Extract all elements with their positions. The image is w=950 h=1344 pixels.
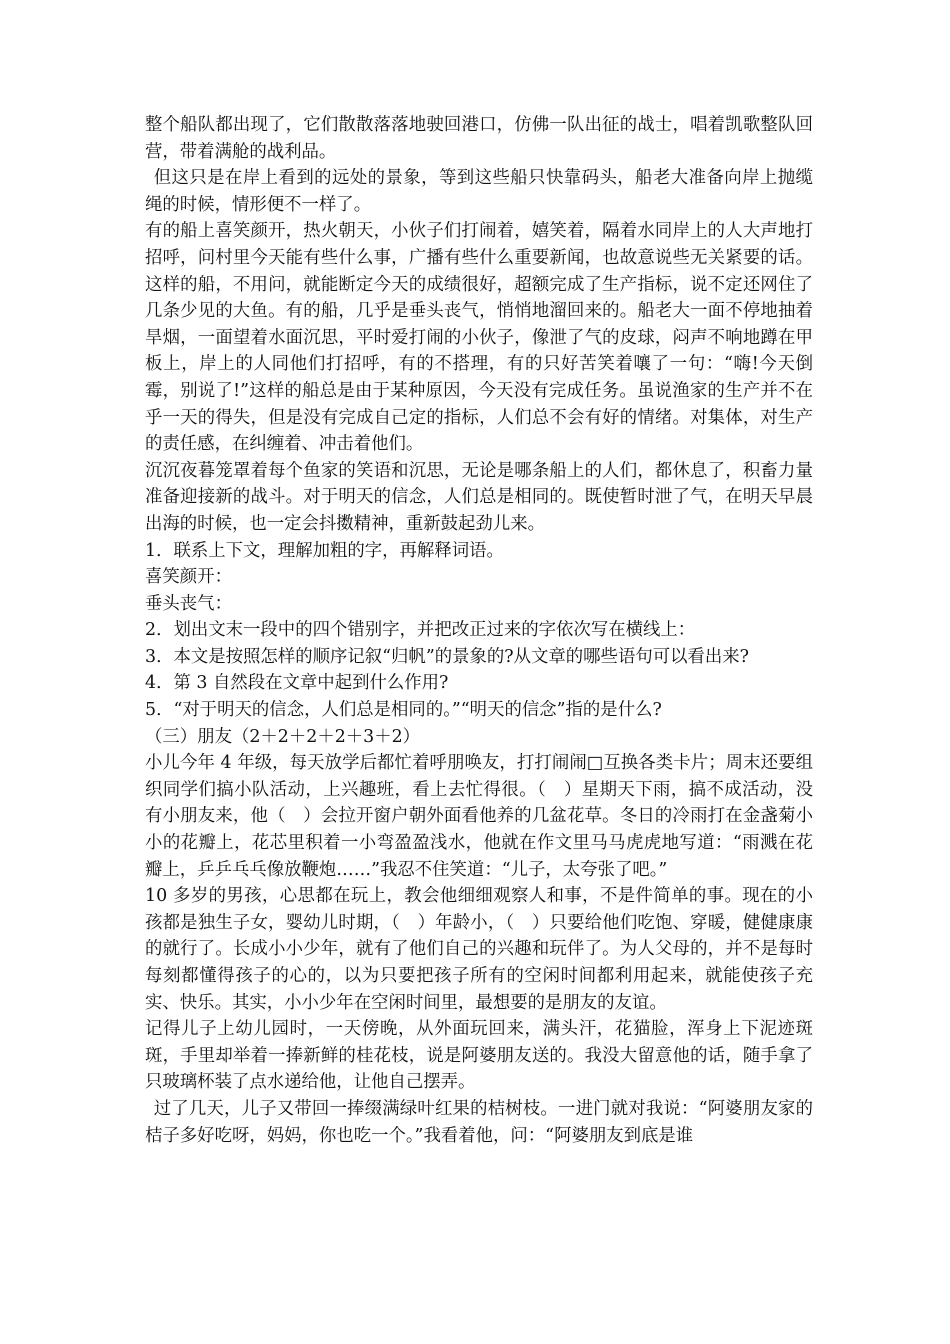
question-2: 2．划出文末一段中的四个错别字，并把改正过来的字依次写在横线上：	[145, 620, 696, 641]
term-chuitousangqi: 垂头丧气：	[145, 593, 232, 614]
paragraph-boys-heart: 10 多岁的男孩，心思都在玩上，教会他细细观察人和事，不是件简单的事。现在的小孩都是独生子女，婴幼儿时期，（ ）年龄小，（ ）只要给他们吃饱、穿暖，健健康康的就行了。长成小小少年，就有了他们自己的兴趣和玩伴了。为人父母的，并不是每时每刻都懂得孩子的心的，以为只要把孩子所有的空闲时间都利用起来，就能使孩子充实、快乐。其实，小小少年在空闲时间里，最想要的是朋友的友谊。	[145, 886, 813, 1013]
term-xixiaoyankai: 喜笑颜开：	[145, 567, 232, 588]
paragraph-fleet-return: 整个船队都出现了，它们散散落落地驶回港口，仿佛一队出征的战士，唱着凯歌整队回营，带着满舱的战利品。	[145, 115, 813, 162]
question-1: 1．联系上下文，理解加粗的字，再解释词语。	[145, 540, 504, 561]
document-page	[145, 112, 813, 1149]
paragraph-shore-view: 但这只是在岸上看到的远处的景象，等到这些船只快靠码头，船老大准备向岸上抛缆绳的时候，情形便不一样了。	[145, 168, 813, 215]
question-4: 4．第 3 自然段在文章中起到什么作用?	[145, 673, 449, 694]
paragraph-nightfall: 沉沉夜暮笼罩着每个鱼家的笑语和沉思，无论是哪条船上的人们，都休息了，积畜力量准备迎接新的战斗。对于明天的信念，人们总是相同的。既使暂时泄了气，在明天早晨出海的时候，也一定会抖擞精神，重新鼓起劲儿来。	[145, 460, 813, 534]
paragraph-boats-mood: 有的船上喜笑颜开，热火朝天，小伙子们打闹着，嬉笑着，隔着水同岸上的人大声地打招呼，问村里今天能有些什么事，广播有些什么重要新闻，也故意说些无关紧要的话。这样的船，不用问，就能断定今天的成绩很好，超额完成了生产指标，说不定还网住了几条少见的大鱼。有的船，几乎是垂头丧气，悄悄地溜回来的。船老大一面不停地抽着旱烟，一面望着水面沉思，平时爱打闹的小伙子，像泄了气的皮球，闷声不响地蹲在甲板上，岸上的人同他们打招呼，有的不搭理，有的只好苦笑着嚷了一句：“嗨!今天倒霉，别说了!”这样的船总是由于某种原因，今天没有完成任务。虽说渔家的生产并不在乎一天的得失，但是没有完成自己定的指标，人们总不会有好的情绪。对集体，对生产的责任感，在纠缠着、冲击着他们。	[145, 221, 813, 455]
question-5: 5．“对于明天的信念，人们总是相同的。”“明天的信念”指的是什么?	[145, 700, 662, 721]
paragraph-kindergarten: 记得儿子上幼儿园时，一天傍晚，从外面玩回来，满头汗，花猫脸，浑身上下泥迹斑斑，手里却举着一捧新鲜的桂花枝，说是阿婆朋友送的。我没大留意他的话，随手拿了只玻璃杯装了点水递给他，让他自己摆弄。	[145, 1019, 813, 1093]
paragraph-son-busy: 小儿今年 4 年级，每天放学后都忙着呼朋唤友，打打闹闹□互换各类卡片；周末还要组织同学们搞小队活动，上兴趣班，看上去忙得很。（ ）星期天下雨，搞不成活动，没有小朋友来，他（ ）会拉开窗户朝外面看他养的几盆花草。冬日的冷雨打在金盏菊小小的花瓣上，花芯里积着一小弯盈盈浅水，他就在作文里马马虎虎地写道：“雨溅在花瓣上，乒乒乓乓像放鞭炮……”我忍不住笑道：“儿子，太夸张了吧。”	[145, 753, 813, 880]
section-heading-friends: （三）朋友（2＋2＋2＋2＋3＋2）	[145, 726, 421, 747]
paragraph-orange-branch: 过了几天，儿子又带回一捧缀满绿叶红果的桔树枝。一进门就对我说：“阿婆朋友家的桔子多好吃呀，妈妈，你也吃一个。”我看着他，问：“阿婆朋友到底是谁	[145, 1098, 813, 1146]
question-3: 3．本文是按照怎样的顺序记叙“归帆”的景象的?从文章的哪些语句可以看出来?	[145, 646, 749, 667]
